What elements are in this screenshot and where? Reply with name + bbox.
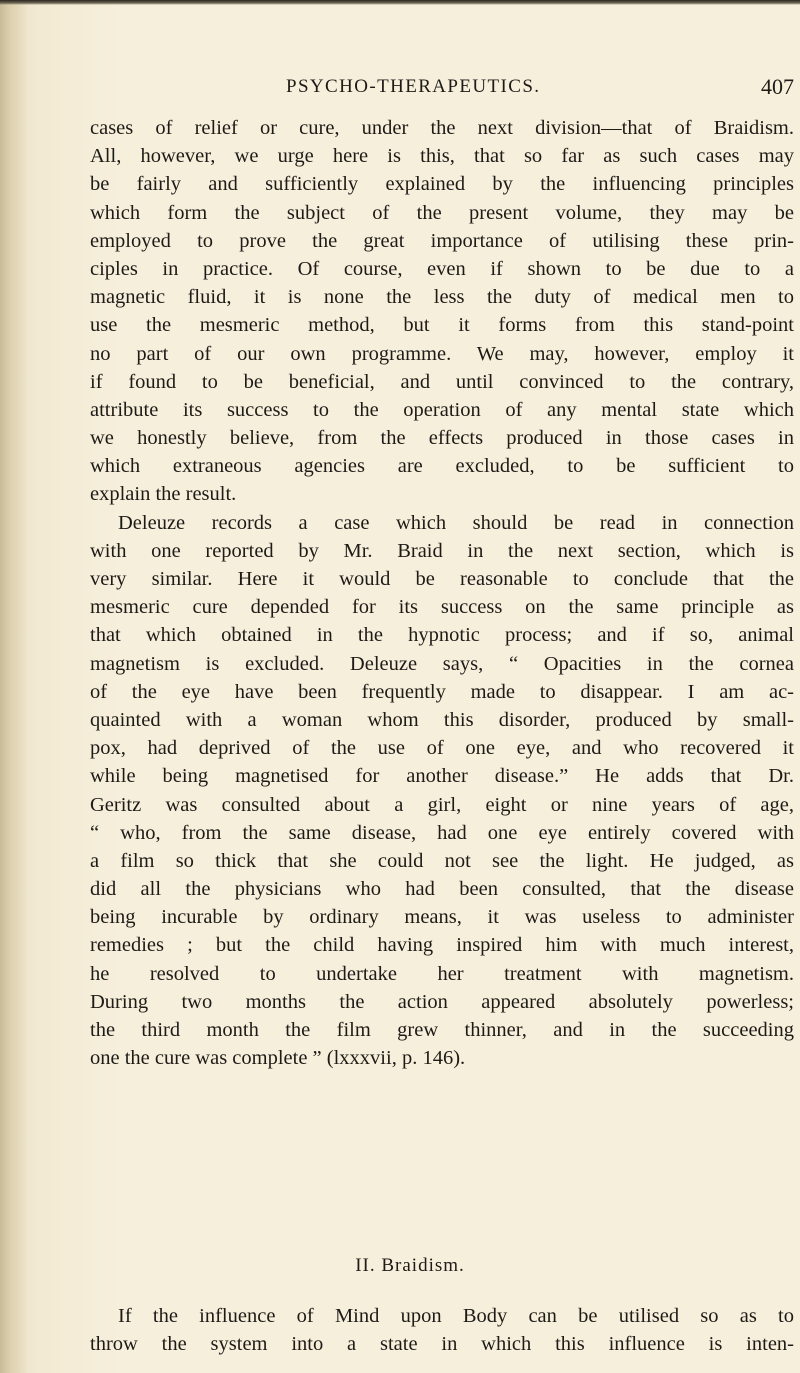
text-line: Deleuze records a case which should be read in connection bbox=[118, 511, 794, 534]
page-number: 407 bbox=[761, 74, 794, 99]
text-line: very similar. Here it would be reasonable to conclude that the bbox=[90, 568, 794, 590]
text-line: magnetism is excluded. Deleuze says, “ Opacities in the cornea bbox=[90, 652, 794, 675]
text-line: cases of relief or cure, under the next division—that of Braidism. bbox=[90, 117, 794, 139]
text-line: remedies ; but the child having inspired him with much interest, bbox=[90, 934, 794, 957]
text-line: employed to prove the great importance of utilising these prin- bbox=[90, 229, 794, 252]
text-line: which extraneous agencies are excluded, to be sufficient to bbox=[90, 455, 794, 478]
text-line: “ who, from the same disease, had one eye entirely covered with bbox=[90, 821, 794, 844]
text-line: quainted with a woman whom this disorder, produced by small- bbox=[90, 708, 794, 731]
text-line: All, however, we urge here is this, that so far as such cases may bbox=[90, 145, 794, 168]
text-line: if found to be beneficial, and until convinced to the contrary, bbox=[90, 370, 794, 393]
running-head bbox=[90, 76, 794, 104]
text-line: use the mesmeric method, but it forms from this stand-point bbox=[90, 314, 794, 337]
text-line: Geritz was consulted about a girl, eight or nine years of age, bbox=[90, 793, 794, 816]
text-line: one the cure was complete ” (lxxxvii, p. 146). bbox=[90, 1047, 466, 1070]
running-title: PSYCHO-THERAPEUTICS. bbox=[286, 76, 541, 97]
text-line: did all the physicians who had been consulted, that the disease bbox=[90, 878, 794, 901]
section-heading: II. Braidism. bbox=[355, 1255, 465, 1276]
text-line: ciples in practice. Of course, even if shown to be due to a bbox=[90, 257, 794, 280]
text-line: explain the result. bbox=[90, 483, 237, 506]
text-line: while being magnetised for another disease.” He adds that Dr. bbox=[90, 765, 794, 788]
top-edge-shadow bbox=[0, 0, 800, 5]
section-text bbox=[90, 1302, 794, 1358]
binding-shadow bbox=[0, 0, 28, 1373]
text-line: pox, had deprived of the use of one eye, and who recovered it bbox=[90, 737, 794, 760]
text-line: a film so thick that she could not see the light. He judged, as bbox=[90, 849, 794, 872]
text-line: If the influence of Mind upon Body can be utilised so as to bbox=[118, 1305, 794, 1327]
text-line: attribute its success to the operation of any mental state which bbox=[90, 398, 794, 421]
text-line: with one reported by Mr. Braid in the next section, which is bbox=[90, 539, 794, 562]
text-line: that which obtained in the hypnotic process; and if so, animal bbox=[90, 624, 794, 647]
text-line: being incurable by ordinary means, it was useless to administer bbox=[90, 906, 794, 929]
text-line: the third month the film grew thinner, and in the succeeding bbox=[90, 1019, 794, 1041]
text-line: mesmeric cure depended for its success on the same principle as bbox=[90, 596, 794, 619]
text-line: of the eye have been frequently made to disappear. I am ac- bbox=[90, 680, 794, 703]
body-text bbox=[90, 114, 794, 1072]
text-line: which form the subject of the present volume, they may be bbox=[90, 201, 794, 224]
text-line: throw the system into a state in which this influence is inten- bbox=[90, 1333, 794, 1356]
text-line: he resolved to undertake her treatment with magnetism. bbox=[90, 962, 794, 985]
text-line: be fairly and sufficiently explained by the influencing principles bbox=[90, 173, 794, 196]
text-line: we honestly believe, from the effects produced in those cases in bbox=[90, 427, 794, 450]
text-line: During two months the action appeared absolutely powerless; bbox=[90, 990, 794, 1013]
text-line: magnetic fluid, it is none the less the duty of medical men to bbox=[90, 286, 794, 309]
text-line: no part of our own programme. We may, however, employ it bbox=[90, 342, 794, 365]
